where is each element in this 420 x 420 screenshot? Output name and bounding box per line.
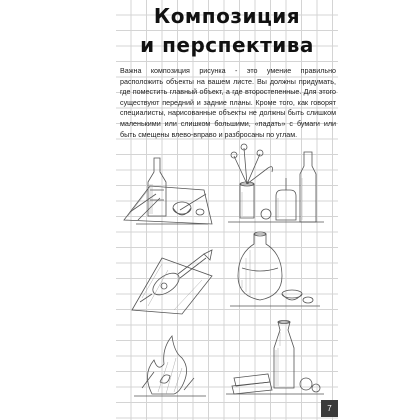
still-life-flame-sketch-illustration [124, 322, 218, 398]
still-life-bottle-on-cloth-illustration [120, 150, 216, 228]
page-title-line-1: Композиция [153, 4, 301, 28]
still-life-vase-flowers-bottles-illustration [220, 142, 328, 228]
still-life-jug-and-bowls-illustration [220, 228, 328, 310]
page-title-line-2: и перспектива [140, 33, 314, 57]
still-life-guitar-sketch-illustration [122, 240, 218, 316]
body-paragraph: Важна композиция рисунка - это умение правильно расположить объекты на вашем листе. Вы должны придумать, где поместить главный объект, а где второстепенные. Для этого существуют передний и задние планы. Кроме того, как говорят специалисты, нарисованные объекты не должны быть слишком маленькими или слишком большими, «падать» с бумаги или быть смещены влево-вправо и разбросаны по углам. [120, 67, 336, 139]
page-number-badge: 7 [321, 400, 338, 417]
still-life-tall-vase-books-illustration [220, 318, 328, 398]
book-page [116, 0, 338, 420]
